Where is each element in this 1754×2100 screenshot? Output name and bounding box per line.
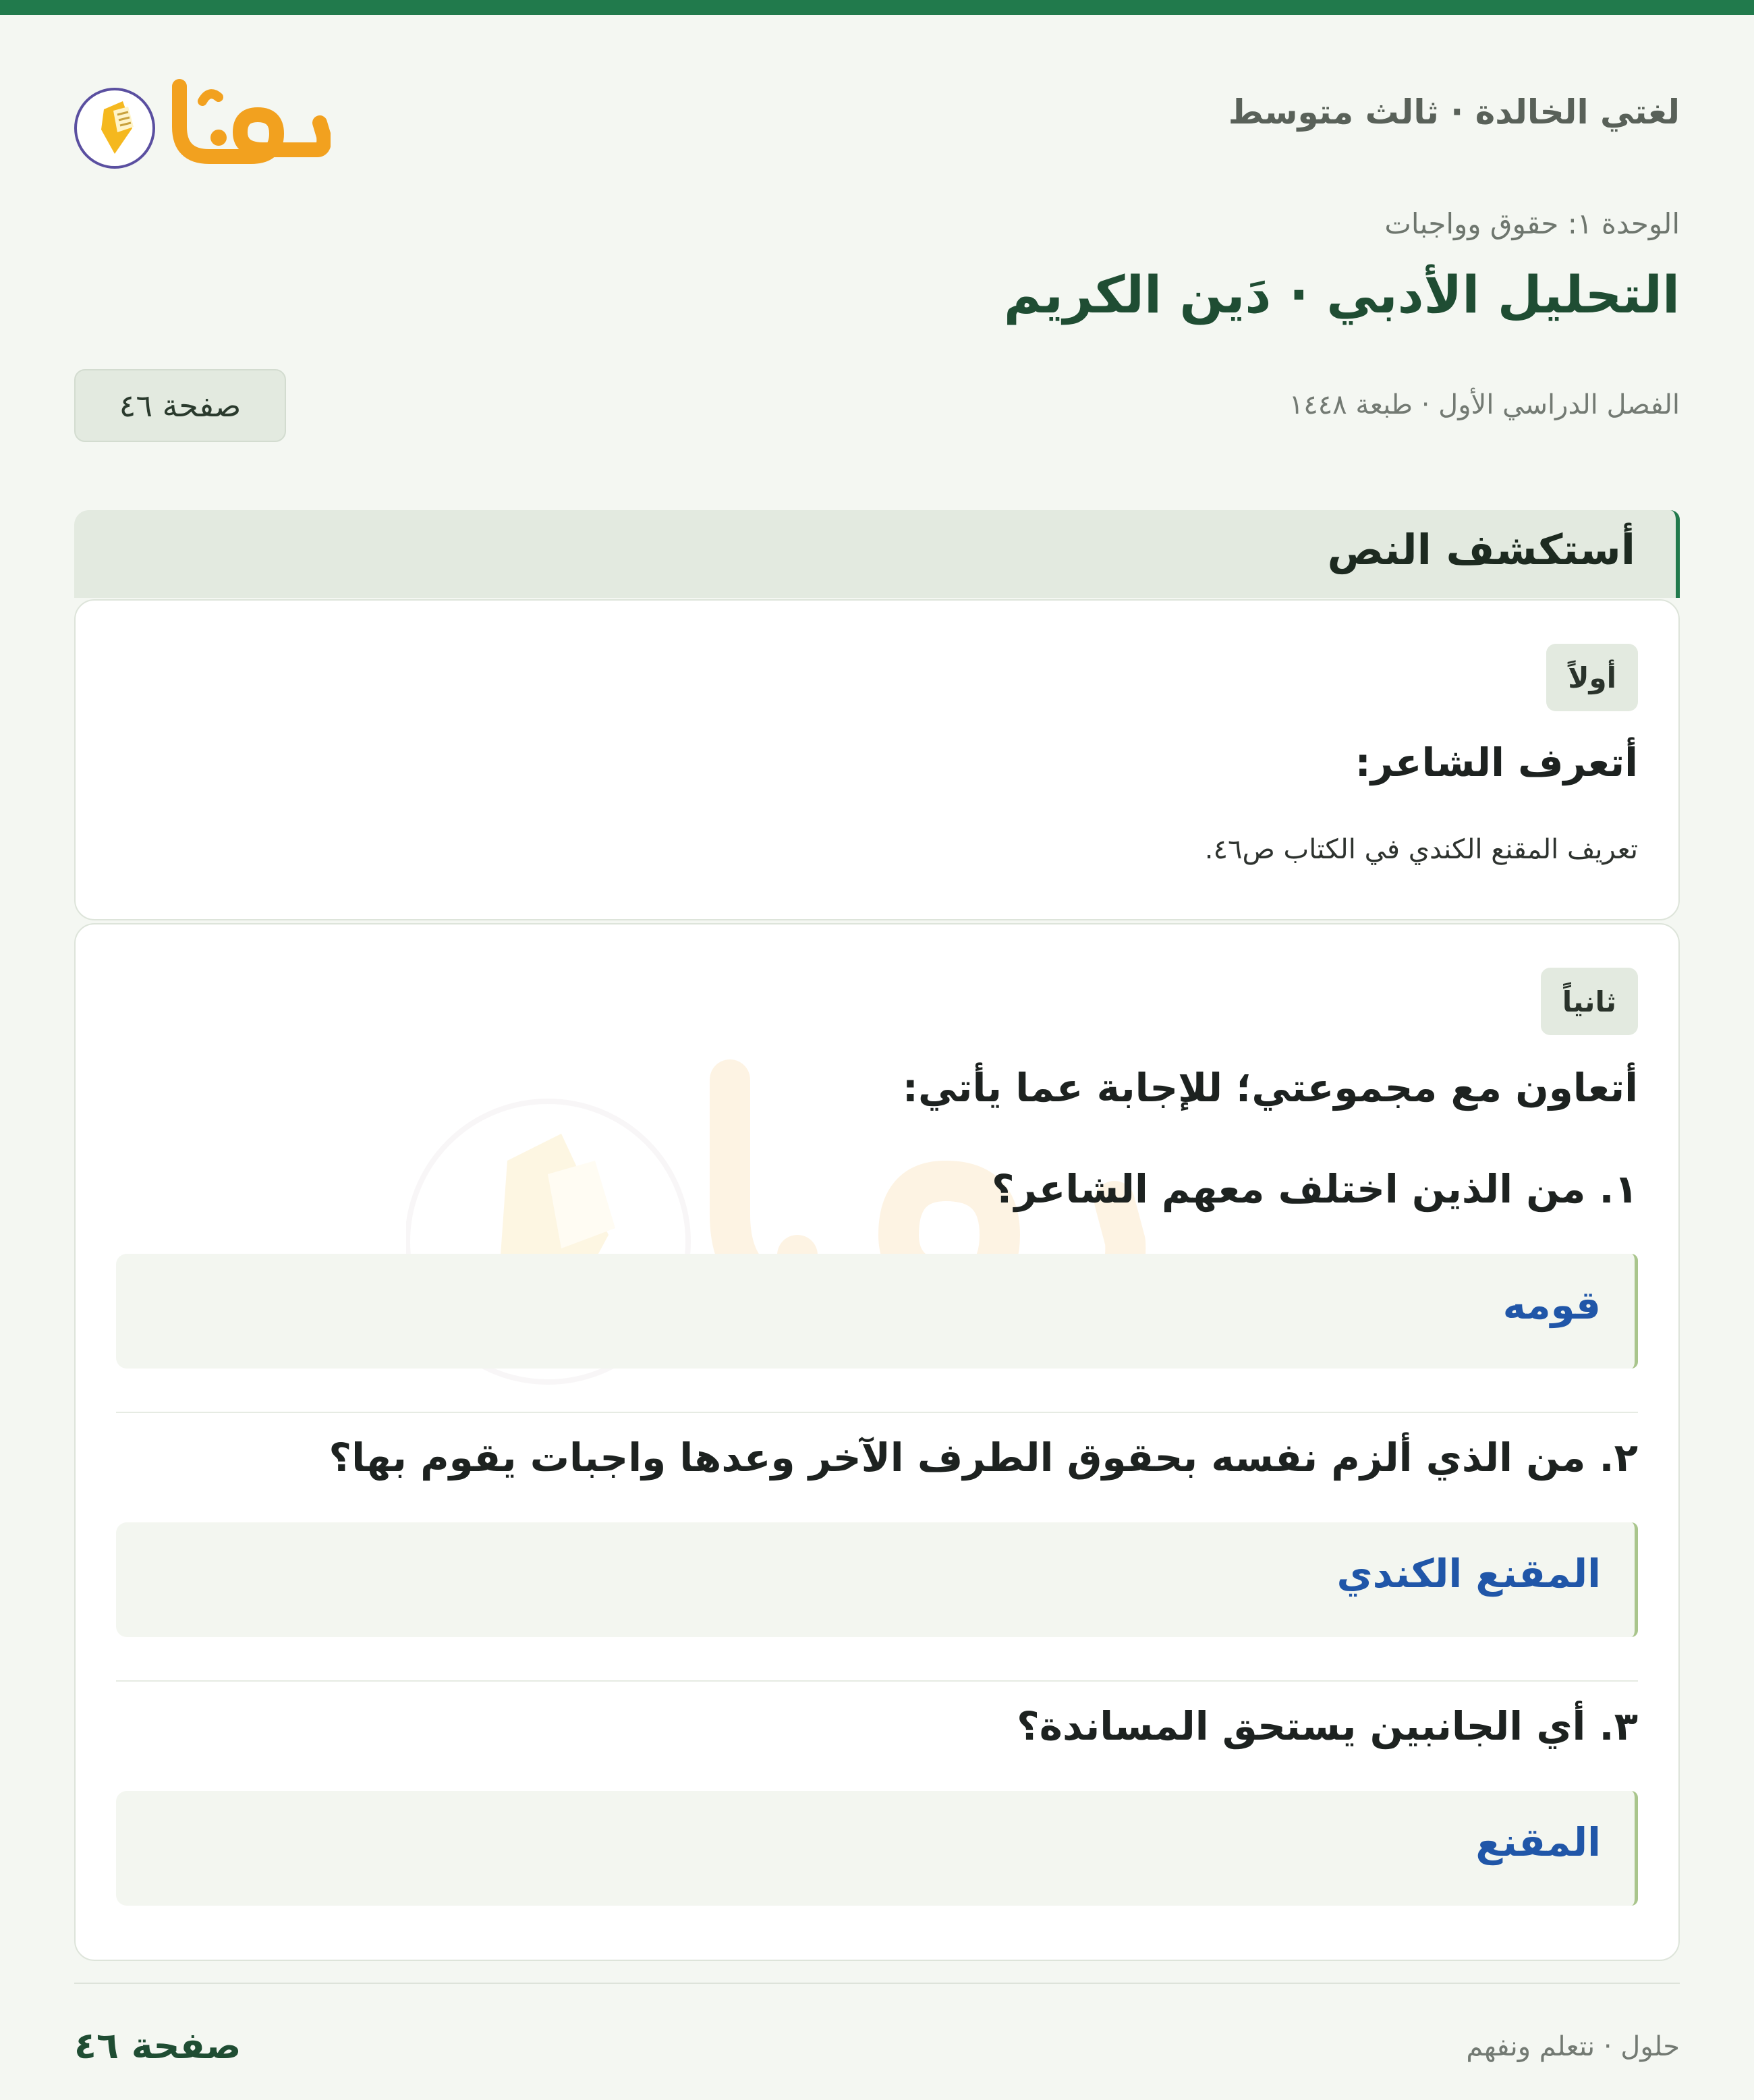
group-heading: أتعاون مع مجموعتي؛ للإجابة عما يأتي: (902, 1065, 1638, 1111)
section-header (74, 510, 1680, 598)
answer-box-1 (116, 1254, 1638, 1369)
answer-box-2 (116, 1522, 1638, 1637)
question-1: ١. من الذين اختلف معهم الشاعر؟ (992, 1166, 1638, 1212)
lesson-title: التحليل الأدبي · دَين الكريم (1003, 265, 1680, 325)
footer-divider (74, 1983, 1680, 1984)
section-title: أستكشف النص (1327, 525, 1635, 574)
tag-first: أولاً (1546, 644, 1638, 711)
question-3: ٣. أي الجانبين يستحق المساندة؟ (1017, 1703, 1638, 1749)
tag-second: ثانياً (1541, 968, 1638, 1035)
answer-2: المقنع الكندي (1336, 1551, 1601, 1597)
card-second (74, 923, 1680, 1961)
hulool-logo[interactable] (74, 62, 331, 177)
answer-1: قومه (1502, 1282, 1601, 1328)
header (74, 15, 1680, 424)
poet-heading: أتعرف الشاعر: (1355, 740, 1638, 785)
answer-box-3 (116, 1791, 1638, 1906)
divider (116, 1412, 1638, 1413)
top-accent-bar (0, 0, 1754, 15)
card-first (74, 599, 1680, 920)
page (74, 15, 1680, 2100)
poet-text: تعريف المقنع الكندي في الكتاب ص٤٦. (1204, 834, 1638, 865)
page-number-badge: صفحة ٤٦ (74, 369, 286, 442)
divider (116, 1680, 1638, 1682)
unit-label: الوحدة ١: حقوق وواجبات (1384, 207, 1680, 240)
footer-tagline: حلول · نتعلم ونفهم (1466, 2031, 1680, 2062)
answer-3: المقنع (1475, 1819, 1601, 1865)
footer-page-number: صفحة ٤٦ (74, 2024, 242, 2067)
term-label: الفصل الدراسي الأول · طبعة ١٤٤٨ (1289, 389, 1680, 420)
book-title: لغتي الخالدة · ثالث متوسط (1228, 92, 1680, 132)
question-2: ٢. من الذي ألزم نفسه بحقوق الطرف الآخر وعدها واجبات يقوم بها؟ (329, 1435, 1638, 1481)
